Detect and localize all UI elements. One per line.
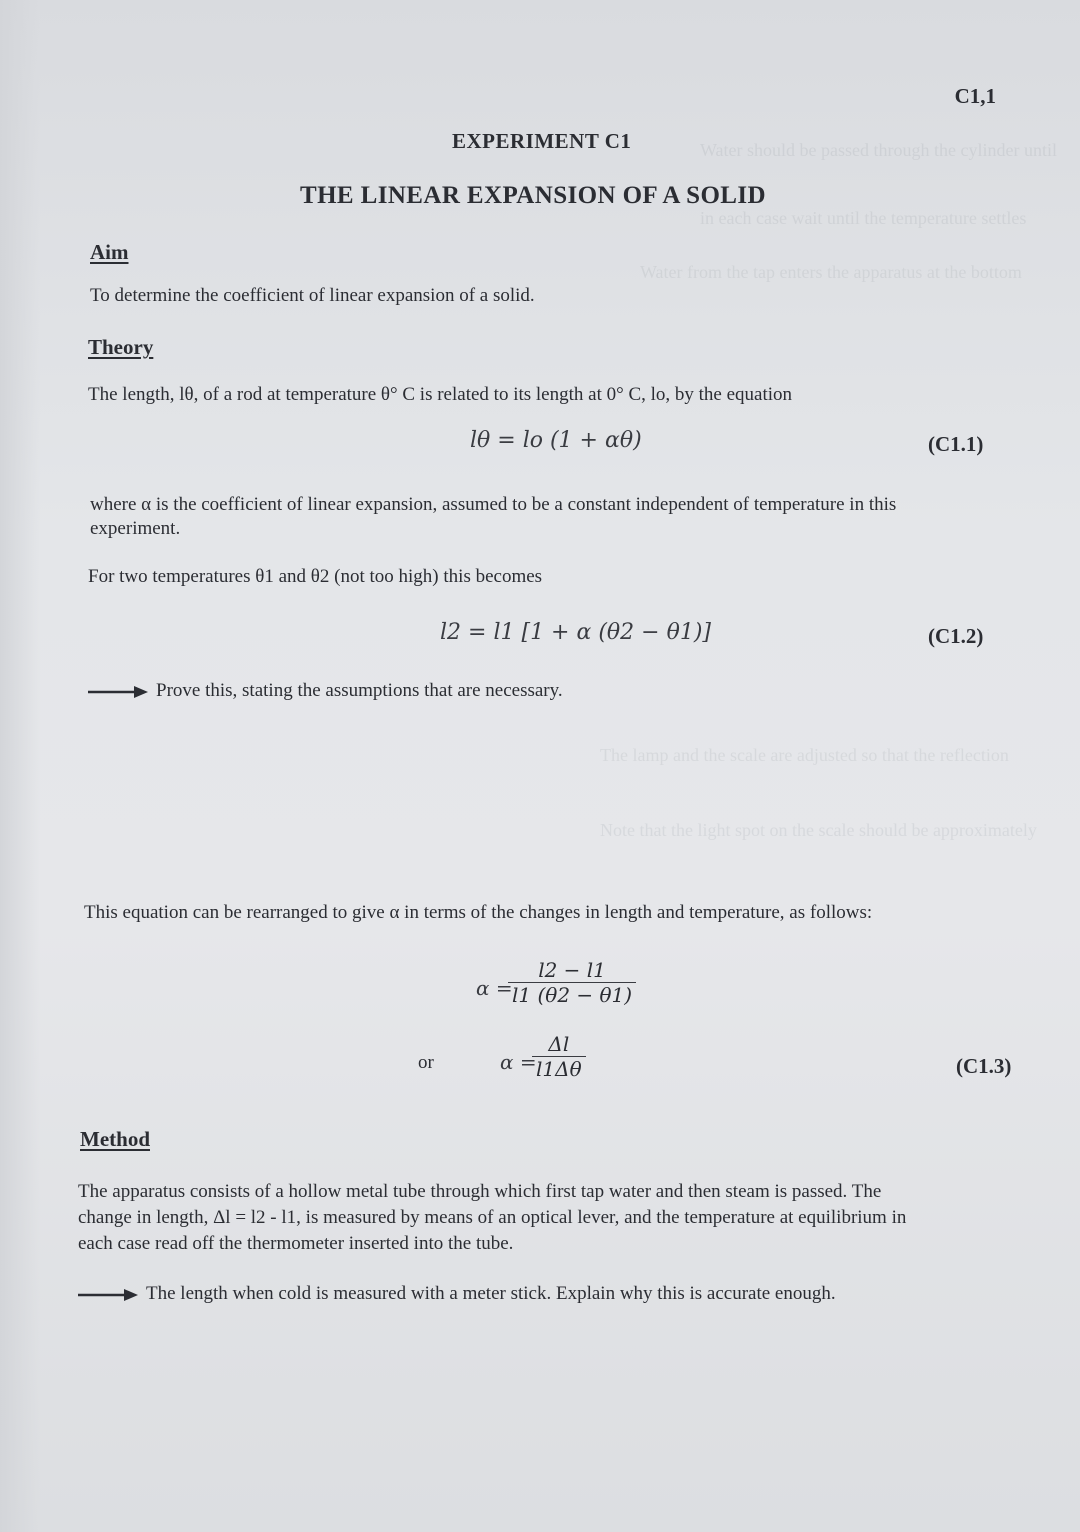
equation-c1-3a-fraction — [508, 958, 636, 1007]
experiment-label: EXPERIMENT C1 — [452, 129, 632, 153]
equation-c1-3b-fraction — [532, 1032, 586, 1081]
rearranged-text: This equation can be rearranged to give α in terms of the changes in length and temperature, as follows: — [84, 902, 873, 923]
method-line-3: each case read off the thermometer inserted into the tube. — [78, 1233, 514, 1254]
prove-instruction — [88, 678, 563, 704]
equation-c1-3b-denominator: l1Δθ — [532, 1056, 586, 1081]
equation-number-c1-1: (C1.1) — [928, 432, 984, 456]
equation-c1-2: l2 = l1 [1 + α (θ2 − θ1)] — [440, 620, 711, 645]
where-line-1: where α is the coefficient of linear expansion, assumed to be a constant independent of temperature in this — [90, 494, 897, 515]
method-note — [78, 1281, 836, 1307]
equation-c1-3b-numerator: Δl — [548, 1032, 570, 1056]
aim-heading: Aim — [90, 240, 129, 264]
aim-text: To determine the coefficient of linear expansion of a solid. — [90, 285, 535, 306]
equation-c1-3a-lhs: α = — [476, 976, 513, 1000]
show-through-text: The lamp and the scale are adjusted so that the reflection — [600, 745, 1009, 765]
method-line-1: The apparatus consists of a hollow metal tube through which first tap water and then steam is passed. The — [78, 1181, 882, 1202]
equation-c1-3a-numerator: l2 − l1 — [538, 958, 606, 982]
show-through-text: in each case wait until the temperature settles — [700, 208, 1027, 228]
show-through-text: Note that the light spot on the scale should be approximately — [600, 820, 1037, 840]
equation-number-c1-2: (C1.2) — [928, 624, 984, 648]
equation-c1-1: lθ = lo (1 + αθ) — [470, 428, 642, 453]
show-through-text: Water from the tap enters the apparatus at the bottom — [640, 262, 1022, 282]
arrow-right-icon — [78, 1288, 138, 1302]
prove-text: Prove this, stating the assumptions that are necessary. — [156, 680, 563, 701]
or-word: or — [418, 1052, 434, 1073]
equation-number-c1-3: (C1.3) — [956, 1054, 1012, 1078]
experiment-title: THE LINEAR EXPANSION OF A SOLID — [300, 182, 766, 209]
where-line-2: experiment. — [90, 518, 181, 539]
method-note-text: The length when cold is measured with a meter stick. Explain why this is accurate enough. — [146, 1283, 836, 1304]
theory-intro: The length, lθ, of a rod at temperature θ° C is related to its length at 0° C, lo, by the equation — [88, 384, 793, 405]
two-temperatures-text: For two temperatures θ1 and θ2 (not too high) this becomes — [88, 566, 543, 587]
equation-c1-3a-denominator: l1 (θ2 − θ1) — [508, 982, 636, 1007]
show-through-text: Water should be passed through the cylinder until — [700, 140, 1057, 160]
equation-c1-3b-lhs: α = — [500, 1050, 537, 1074]
theory-heading: Theory — [88, 335, 154, 359]
method-heading: Method — [80, 1127, 150, 1151]
arrow-right-icon — [88, 685, 148, 699]
method-line-2: change in length, Δl = l2 - l1, is measured by means of an optical lever, and the temperature at equilibrium in — [78, 1207, 907, 1228]
page-number: C1,1 — [954, 84, 996, 108]
